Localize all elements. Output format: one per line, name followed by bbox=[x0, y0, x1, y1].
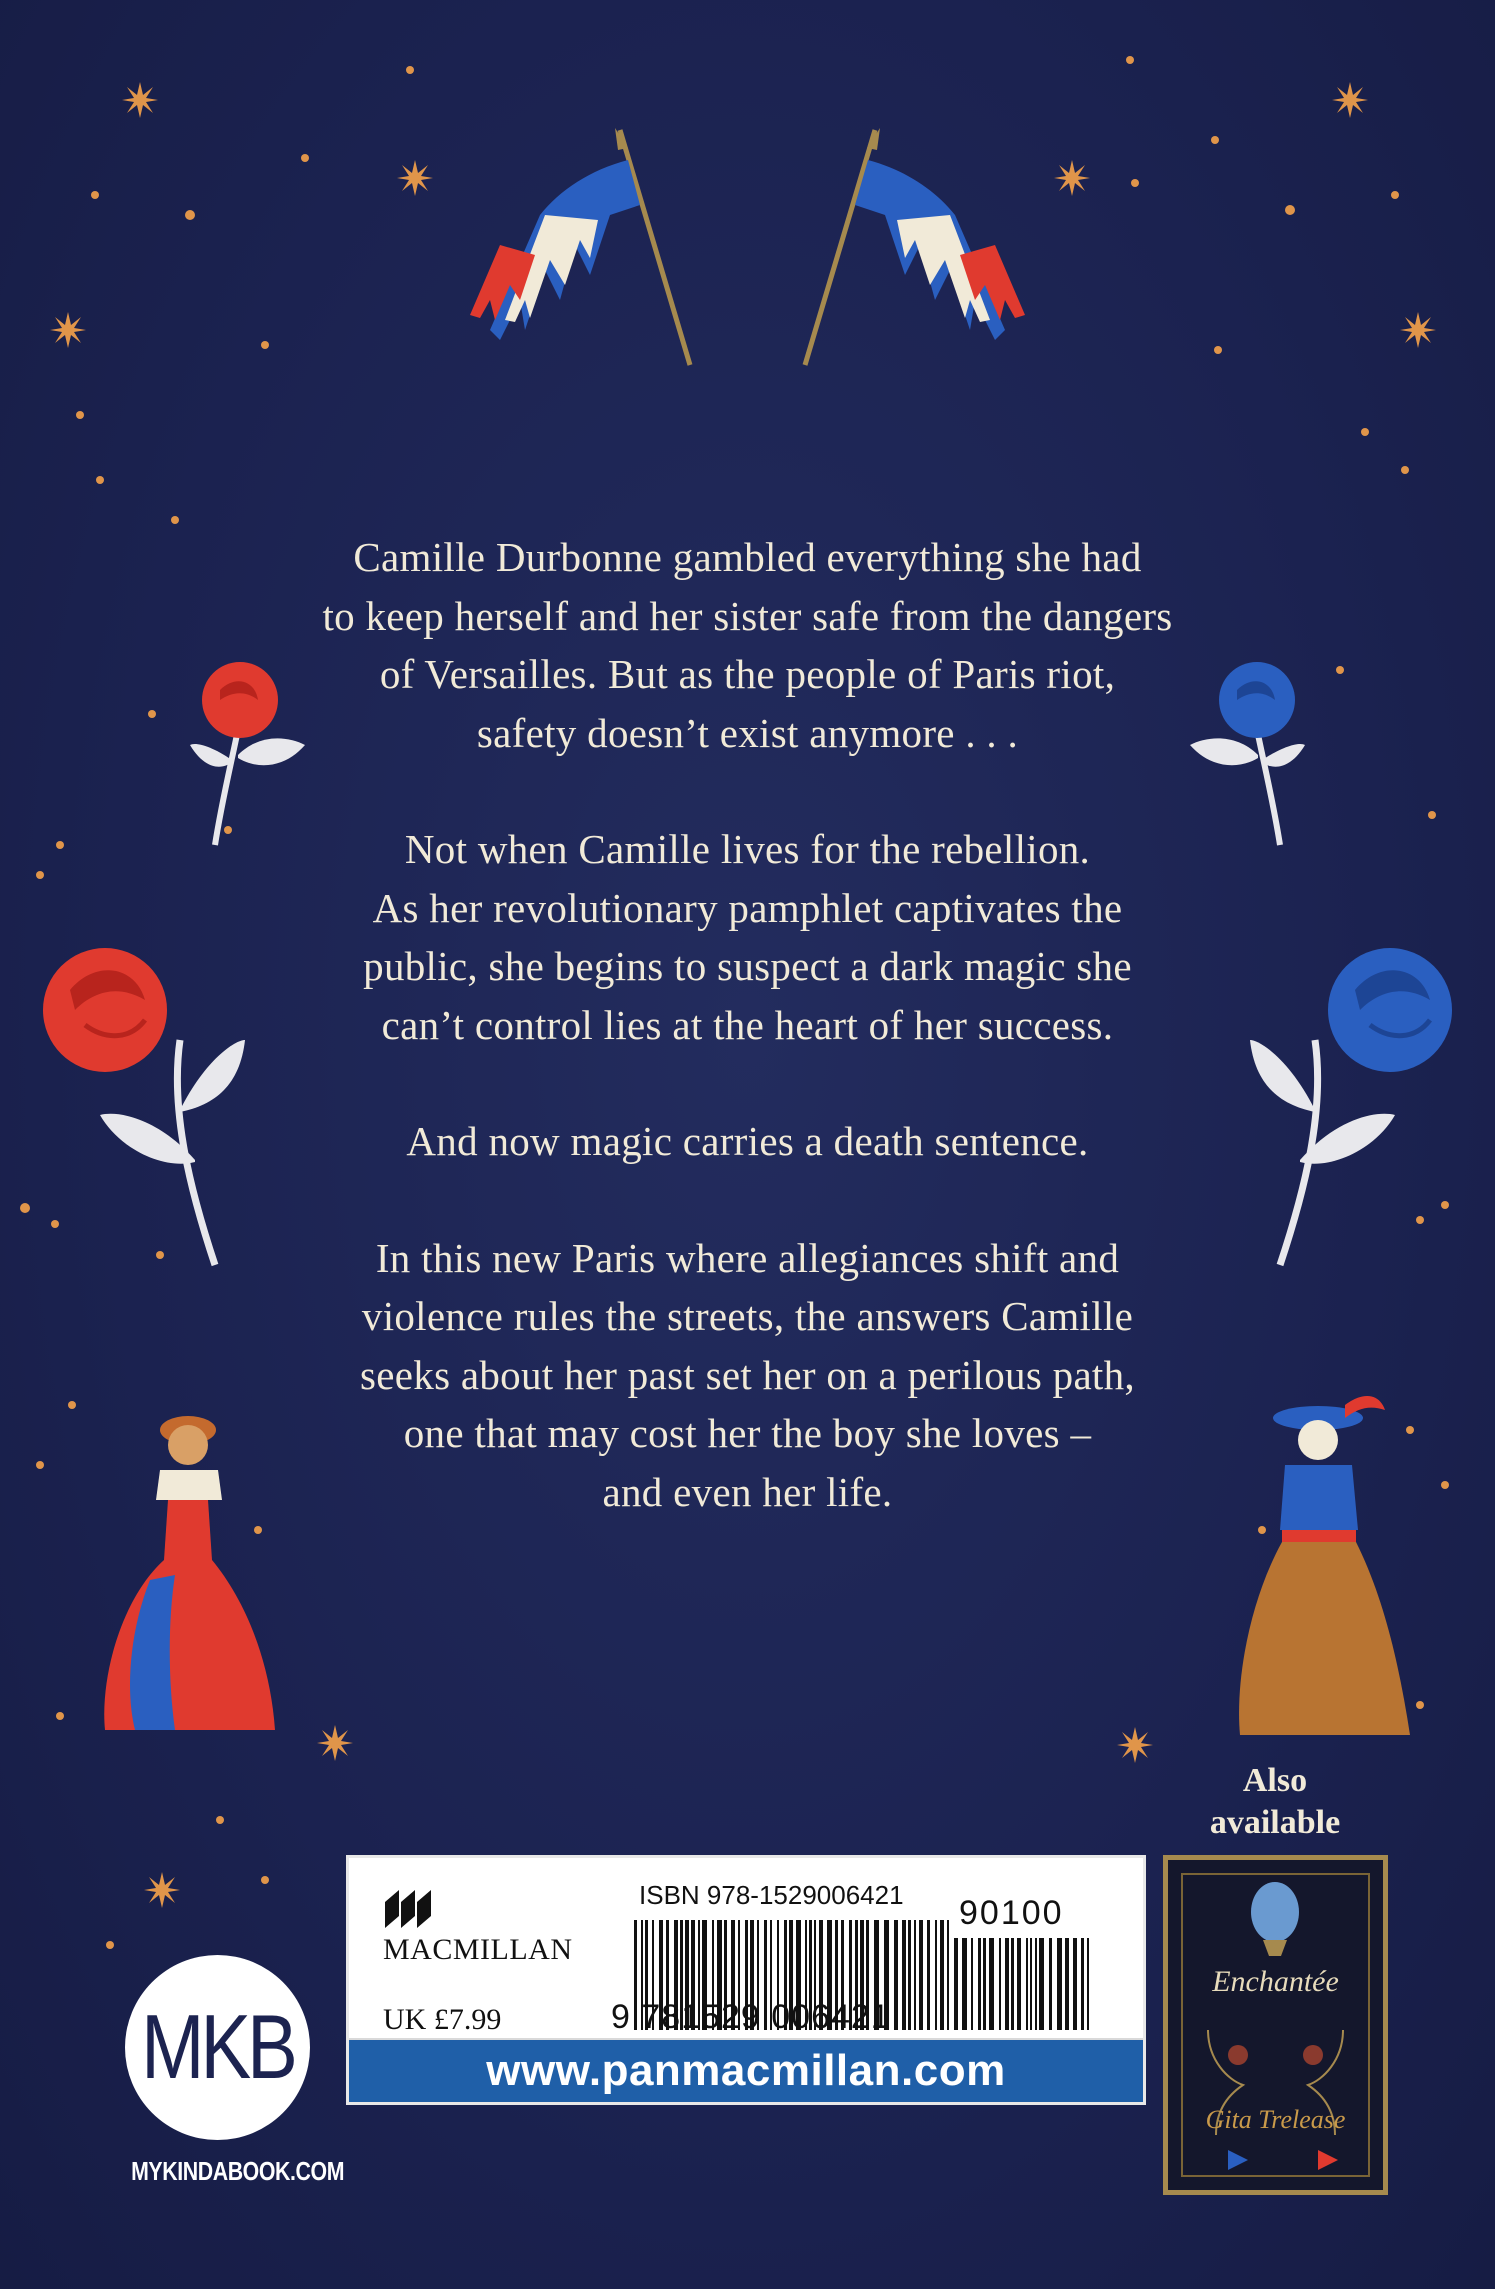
flag-right-icon bbox=[805, 128, 1025, 365]
book-ornament-icon bbox=[1168, 1860, 1383, 2190]
also-available-label bbox=[1165, 1760, 1385, 1844]
blurb-line: and even her life. bbox=[602, 1468, 893, 1515]
blurb-paragraph-4 bbox=[200, 1229, 1295, 1522]
barcode-bar bbox=[902, 1920, 906, 2030]
blurb-text bbox=[200, 528, 1295, 1579]
blurb-line: As her revolutionary pamphlet captivates the bbox=[372, 884, 1123, 931]
mkb-logo-text: MKB bbox=[141, 1996, 294, 2099]
macmillan-logo-icon bbox=[383, 1888, 443, 1930]
barcode-bar bbox=[1017, 1938, 1021, 2030]
blurb-line: can’t control lies at the heart of her success. bbox=[381, 1001, 1114, 1048]
barcode-bar bbox=[1049, 1938, 1052, 2030]
blurb-line: public, she begins to suspect a dark magic she bbox=[363, 943, 1132, 989]
isbn-label: ISBN 978-1529006421 bbox=[639, 1880, 904, 1910]
barcode-bar bbox=[919, 1920, 923, 2030]
mkb-website-link[interactable]: MYKINDABOOK.COM bbox=[131, 2156, 345, 2186]
barcode-bar bbox=[1030, 1938, 1032, 2030]
barcode-panel bbox=[346, 1855, 1146, 2105]
barcode-bar bbox=[894, 1920, 898, 2030]
flag-left-icon bbox=[470, 128, 690, 365]
blurb-paragraph-2 bbox=[200, 820, 1295, 1054]
book-author: Gita Trelease bbox=[1205, 2105, 1346, 2134]
book-title: Enchantée bbox=[1212, 1965, 1339, 1998]
barcode-bar bbox=[983, 1938, 986, 2030]
barcode-bar bbox=[927, 1920, 930, 2030]
barcode-bar bbox=[1011, 1938, 1014, 2030]
barcode-bar bbox=[908, 1920, 911, 2030]
barcode-bar bbox=[989, 1938, 994, 2030]
barcode-bar bbox=[1035, 1938, 1037, 2030]
publisher-website-link[interactable]: www.panmacmillan.com bbox=[486, 2046, 1006, 2095]
price-code: 90100 bbox=[959, 1894, 1064, 1932]
blurb-line: to keep herself and her sister safe from the dangers bbox=[322, 592, 1173, 639]
barcode-bar bbox=[1065, 1938, 1069, 2030]
barcode-bar bbox=[1057, 1938, 1062, 2030]
barcode-bar bbox=[1081, 1938, 1084, 2030]
blurb-line: Not when Camille lives for the rebellion. bbox=[404, 826, 1091, 872]
blurb-line: In this new Paris where allegiances shift and bbox=[375, 1234, 1120, 1281]
publisher-name: MACMILLAN bbox=[383, 1933, 573, 1966]
price-label: UK £7.99 bbox=[383, 2003, 502, 2036]
barcode-bar bbox=[1026, 1938, 1028, 2030]
barcode-bar bbox=[1073, 1938, 1077, 2030]
blurb-line: Camille Durbonne gambled everything she had bbox=[353, 534, 1142, 580]
blurb-line: one that may cost her the boy she loves – bbox=[403, 1410, 1092, 1456]
barcode-bar bbox=[1005, 1938, 1009, 2030]
barcode-bar bbox=[940, 1920, 944, 2030]
barcode-bar bbox=[999, 1938, 1001, 2030]
companion-book-cover[interactable] bbox=[1163, 1855, 1388, 2195]
blurb-line: And now magic carries a death sentence. bbox=[406, 1118, 1089, 1164]
blurb-line: safety doesn’t exist anymore . . . bbox=[476, 709, 1019, 756]
available-label: available bbox=[1209, 1804, 1341, 1841]
also-label: Also bbox=[1242, 1762, 1308, 1799]
barcode-bar bbox=[954, 1938, 958, 2030]
blurb-line: violence rules the streets, the answers Camille bbox=[361, 1293, 1134, 1339]
blurb-paragraph-3 bbox=[200, 1112, 1295, 1171]
barcode-bar bbox=[962, 1938, 967, 2030]
barcode-bar bbox=[947, 1920, 949, 2030]
barcode-bar bbox=[1039, 1938, 1044, 2030]
barcode-bar bbox=[914, 1920, 916, 2030]
blurb-paragraph-1 bbox=[200, 528, 1295, 762]
blurb-line: of Versailles. But as the people of Paris riot, bbox=[379, 651, 1116, 697]
barcode-bar bbox=[978, 1938, 981, 2030]
barcode-bar bbox=[1087, 1938, 1089, 2030]
isbn-digits: 9 781529 006421 bbox=[611, 1998, 891, 2036]
barcode-bar bbox=[971, 1938, 973, 2030]
mkb-logo bbox=[125, 1955, 310, 2140]
barcode-bar bbox=[935, 1920, 937, 2030]
blurb-line: seeks about her past set her on a perilous path, bbox=[360, 1351, 1135, 1398]
price-barcode bbox=[954, 1938, 1094, 2030]
